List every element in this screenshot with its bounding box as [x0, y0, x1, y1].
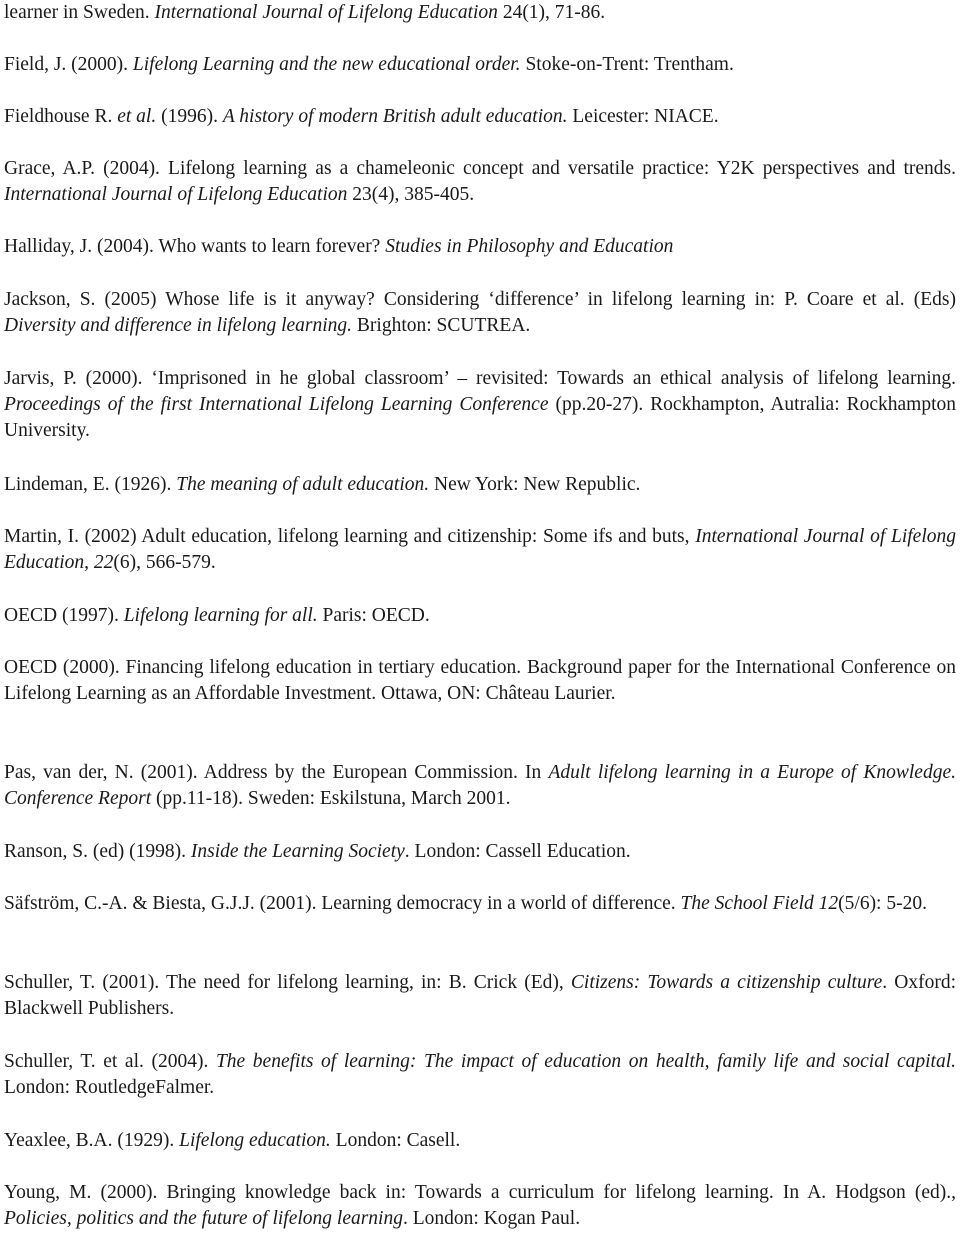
reference-italic-text: The School Field 12 [680, 893, 839, 914]
reference-text: 23(4), 385-405. [347, 184, 475, 205]
reference-italic-text: The benefits of learning: The impact of education on health, family life and social capital. [215, 1051, 957, 1072]
reference-entry [4, 1128, 956, 1154]
reference-text: Young, M. (2000). Bringing knowledge back in: Towards a curriculum for lifelong learning. In A. Hodgson (ed)., [4, 1182, 956, 1203]
reference-italic-text: Citizens: Towards a citizenship culture [570, 972, 883, 993]
reference-text: . London: Cassell Education. [404, 841, 631, 862]
reference-text: OECD (1997). [4, 605, 124, 626]
reference-italic-text: Diversity and difference in lifelong learning. [4, 315, 353, 336]
reference-text: Brighton: SCUTREA. [352, 315, 531, 336]
reference-text: New York: New Republic. [429, 474, 641, 495]
reference-text: . Oxford: Blackwell Publishers. [4, 972, 956, 1019]
reference-text: (5/6): 5-20. [838, 893, 927, 914]
reference-text: (pp.20-27). Rockhampton, Autralia: Rockhampton University. [4, 394, 956, 441]
reference-text: Yeaxlee, B.A. (1929). [4, 1130, 180, 1151]
reference-italic-text: International Journal of Lifelong Education [4, 184, 348, 205]
reference-entry [4, 104, 956, 130]
reference-entry [4, 234, 956, 260]
reference-text: Leicester: NIACE. [567, 106, 719, 127]
reference-text: London: RoutledgeFalmer. [4, 1077, 215, 1098]
reference-text: . London: Kogan Paul. [402, 1208, 581, 1229]
reference-text: Paris: OECD. [317, 605, 430, 626]
reference-italic-text: Policies, politics and the future of lifelong learning [4, 1208, 403, 1229]
reference-entry [4, 0, 956, 26]
reference-text: Säfström, C.-A. & Biesta, G.J.J. (2001). Learning democracy in a world of difference. [4, 893, 681, 914]
reference-entry [4, 970, 956, 1022]
reference-entry [4, 603, 956, 629]
reference-text: Fieldhouse R. [4, 106, 118, 127]
reference-italic-text: Lifelong education. [179, 1130, 331, 1151]
reference-text: Schuller, T. (2001). The need for lifelong learning, in: B. Crick (Ed), [4, 972, 571, 993]
reference-text: Stoke-on-Trent: Trentham. [520, 54, 734, 75]
reference-italic-text: Studies in Philosophy and Education [385, 236, 674, 257]
reference-entry [4, 287, 956, 339]
reference-italic-text: Adult lifelong learning in a Europe of Knowledge. Conference Report [4, 762, 956, 809]
reference-italic-text: International Journal of Lifelong Education [154, 2, 498, 23]
reference-text: Jarvis, P. (2000). ‘Imprisoned in he global classroom’ – revisited: Towards an ethical analysis of lifelong learning. [4, 368, 956, 389]
reference-text: Lindeman, E. (1926). [4, 474, 177, 495]
reference-entry [4, 1180, 956, 1232]
reference-text: Schuller, T. et al. (2004). [4, 1051, 216, 1072]
reference-text: (pp.11-18). Sweden: Eskilstuna, March 2001. [151, 788, 511, 809]
reference-text: (6), 566-579. [113, 552, 216, 573]
reference-text: Jackson, S. (2005) Whose life is it anyway? Considering ‘difference’ in lifelong learning in: P. Coare et al. (Eds) [4, 289, 956, 310]
reference-entry [4, 52, 956, 78]
reference-text: Grace, A.P. (2004). Lifelong learning as a chameleonic concept and versatile practice: Y2K perspectives and trends. [4, 158, 956, 179]
reference-italic-text: Proceedings of the first International Lifelong Learning Conference [4, 394, 549, 415]
reference-text: Field, J. (2000). [4, 54, 133, 75]
reference-entry [4, 366, 956, 444]
reference-entry [4, 1049, 956, 1101]
reference-italic-text: International Journal of Lifelong Education, 22 [4, 526, 956, 573]
reference-italic-text: Inside the Learning Society [190, 841, 405, 862]
reference-italic-text: et al. [117, 106, 157, 127]
reference-text: learner in Sweden. [4, 2, 155, 23]
reference-entry [4, 524, 956, 576]
reference-italic-text: Lifelong learning for all. [123, 605, 318, 626]
reference-text: Martin, I. (2002) Adult education, lifelong learning and citizenship: Some ifs and buts, [4, 526, 696, 547]
reference-italic-text: A history of modern British adult education. [222, 106, 568, 127]
reference-text: Ranson, S. (ed) (1998). [4, 841, 191, 862]
reference-entry [4, 891, 956, 917]
reference-text: Halliday, J. (2004). Who wants to learn forever? [4, 236, 386, 257]
reference-text: Pas, van der, N. (2001). Address by the European Commission. In [4, 762, 549, 783]
reference-entry [4, 156, 956, 208]
reference-entry [4, 839, 956, 865]
reference-text: 24(1), 71-86. [497, 2, 606, 23]
reference-text: London: Casell. [330, 1130, 461, 1151]
reference-italic-text: The meaning of adult education. [176, 474, 430, 495]
reference-entry [4, 655, 956, 707]
reference-entry [4, 760, 956, 812]
reference-text: OECD (2000). Financing lifelong education in tertiary education. Background paper for the International Conference on Lifelong Learning as an Affordable Investment. Ottawa, ON: Château Laurier. [4, 657, 956, 704]
reference-italic-text: Lifelong Learning and the new educational order. [132, 54, 521, 75]
reference-text: (1996). [156, 106, 223, 127]
reference-entry [4, 472, 956, 498]
